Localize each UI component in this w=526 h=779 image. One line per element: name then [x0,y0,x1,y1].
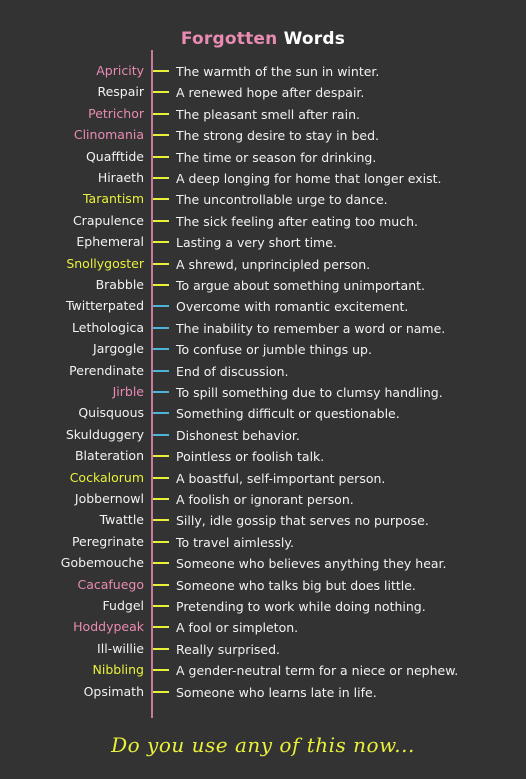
connector-tick [153,584,169,586]
word-entry [0,188,526,209]
connector-tick [153,70,169,72]
word-term: Petrichor [88,105,144,121]
word-definition: Silly, idle gossip that serves no purpose. [176,513,429,529]
word-entry [0,360,526,381]
connector-tick [153,113,169,115]
connector-tick [153,348,169,350]
connector-tick [153,541,169,543]
connector-tick [153,241,169,243]
word-term: Twattle [99,512,144,528]
word-term: Opsimath [83,683,144,699]
word-definition: The uncontrollable urge to dance. [176,192,388,208]
word-definition: To travel aimlessly. [176,534,294,550]
word-entry [0,210,526,231]
word-definition: The inability to remember a word or name. [176,320,446,336]
word-term: Quisquous [78,405,144,421]
word-definition: A boastful, self-important person. [176,470,386,486]
word-entry [0,681,526,702]
connector-tick [153,434,169,436]
word-definition: The warmth of the sun in winter. [176,64,380,79]
word-entry [0,574,526,595]
word-entry [0,424,526,445]
word-definition: Lasting a very short time. [176,235,337,251]
word-term: Quafftide [85,148,144,164]
word-entry [0,467,526,488]
connector-tick [153,648,169,650]
word-definition: Someone who learns late in life. [176,684,377,700]
word-term: Gobemouche [60,555,144,571]
word-entry [0,317,526,338]
word-term: Ill-willie [97,640,144,656]
connector-tick [153,284,169,286]
connector-tick [153,669,169,671]
word-entry [0,381,526,402]
word-term: Peregrinate [71,533,144,549]
connector-tick [153,391,169,393]
word-definition: A gender-neutral term for a niece or nephew. [176,663,459,679]
word-term: Nibbling [92,662,144,678]
connector-tick [153,220,169,222]
word-entry [0,274,526,295]
word-term: Hoddypeak [73,619,144,635]
connector-tick [153,412,169,414]
word-definition: A shrewd, unprincipled person. [176,256,371,272]
connector-tick [153,305,169,307]
word-entry [0,616,526,637]
word-entry [0,338,526,359]
word-definition: The strong desire to stay in bed. [176,128,379,144]
word-definition: Pointless or foolish talk. [176,449,325,465]
word-term: Lethologica [72,319,144,335]
word-definition: Really surprised. [176,641,281,657]
word-definition: The pleasant smell after rain. [176,106,360,122]
word-definition: Pretending to work while doing nothing. [176,599,426,614]
word-term: Jobbernowl [74,491,144,506]
word-term: Brabble [95,277,144,292]
word-definition: Something difficult or questionable. [176,406,400,422]
connector-tick [153,455,169,457]
word-entry [0,638,526,659]
title-rest: Words [283,29,346,49]
connector-tick [153,691,169,693]
word-definition: A foolish or ignorant person. [176,492,354,507]
word-entry [0,103,526,124]
connector-tick [153,156,169,158]
word-entry [0,659,526,680]
connector-tick [153,498,169,500]
word-definition: To spill something due to clumsy handling. [176,385,443,400]
page-title [0,29,526,49]
word-term: Jargogle [93,341,144,357]
word-definition: A deep longing for home that longer exist. [176,171,442,186]
word-definition: Someone who talks big but does little. [176,577,416,593]
word-entry [0,253,526,274]
word-entry [0,509,526,530]
word-entry [0,231,526,252]
connector-tick [153,177,169,179]
connector-tick [153,519,169,521]
connector-tick [153,562,169,564]
word-term: Skulduggery [65,426,144,442]
word-term: Hiraeth [97,170,144,185]
word-entry [0,552,526,573]
word-definition: To confuse or jumble things up. [176,342,372,358]
word-definition: A fool or simpleton. [176,620,299,636]
word-term: Snollygoster [66,255,144,271]
word-entry [0,445,526,466]
word-term: Clinomania [73,127,144,143]
connector-tick [153,605,169,607]
word-entry [0,488,526,509]
word-term: Fudgel [102,598,144,613]
word-entry [0,146,526,167]
word-definition: To argue about something unimportant. [176,278,425,293]
connector-tick [153,198,169,200]
word-term: Apricity [96,63,144,78]
word-term: Cockalorum [69,469,144,485]
word-entry [0,124,526,145]
footer-question: Do you use any of this now... [111,733,415,757]
word-term: Respair [97,84,144,100]
word-definition: A renewed hope after despair. [176,85,365,101]
word-entry [0,81,526,102]
connector-tick [153,91,169,93]
word-definition: Dishonest behavior. [176,427,300,443]
connector-tick [153,134,169,136]
connector-tick [153,327,169,329]
word-definition: The time or season for drinking. [176,149,377,165]
word-term: Cacafuego [77,576,144,592]
connector-tick [153,626,169,628]
word-entry [0,60,526,81]
word-entry [0,531,526,552]
word-term: Jirble [112,384,144,399]
word-term: Blateration [74,448,144,464]
connector-tick [153,263,169,265]
word-entry [0,167,526,188]
connector-tick [153,370,169,372]
title-accent: Forgotten [180,29,278,49]
word-definition: Overcome with romantic excitement. [176,299,409,315]
word-definition: The sick feeling after eating too much. [176,213,418,229]
word-definition: End of discussion. [176,363,289,379]
word-entry [0,402,526,423]
word-term: Twitterpated [65,298,144,314]
word-entry [0,295,526,316]
word-definition: Someone who believes anything they hear. [176,556,447,572]
word-term: Tarantism [82,191,144,207]
word-term: Ephemeral [76,234,144,250]
word-entry [0,595,526,616]
word-term: Crapulence [72,212,144,228]
connector-tick [153,477,169,479]
word-term: Perendinate [69,362,144,378]
